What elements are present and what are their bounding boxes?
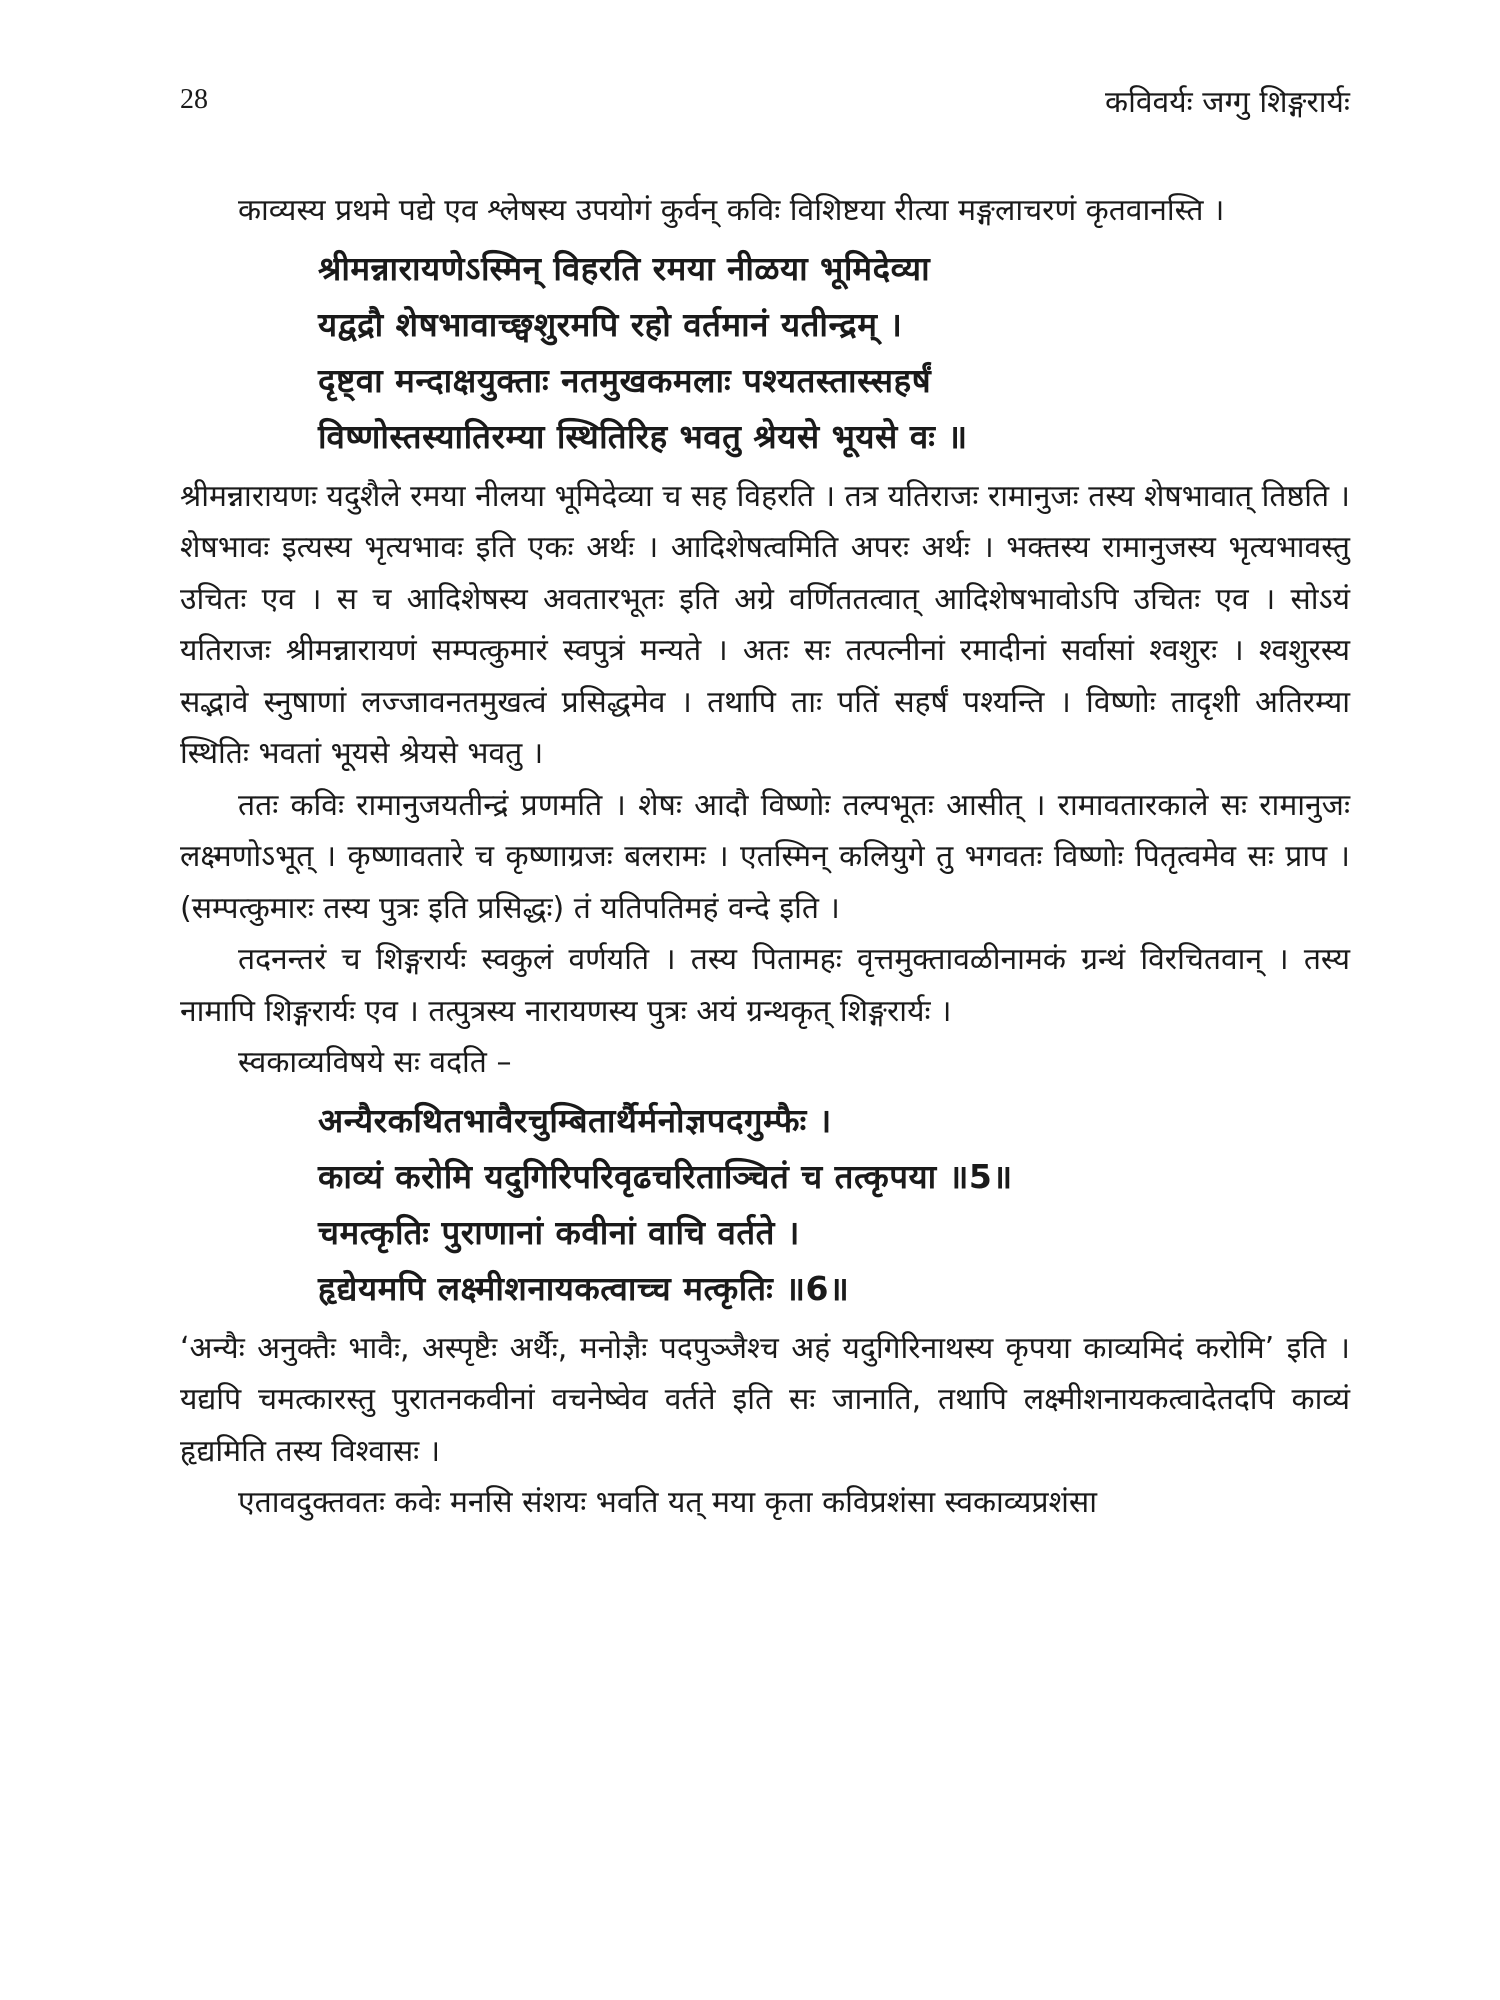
paragraph-commentary-5: एतावदुक्तवतः कवेः मनसि संशयः भवति यत् मया कृता कविप्रशंसा स्वकाव्यप्रशंसा: [238, 1485, 1097, 1520]
verse-line: काव्यं करोमि यदुगिरिपरिवृढचरिताञ्चितं च तत्कृपया ॥5॥: [318, 1156, 1013, 1196]
verse-line: दृष्ट्वा मन्दाक्षयुक्ताः नतमुखकमलाः पश्यतस्तास्सहर्षं: [318, 360, 932, 400]
verse-line: यद्वद्रौ शेषभावाच्छ्वशुरमपि रहो वर्तमानं यतीन्द्रम् ।: [318, 304, 903, 344]
verse-line: हृद्येयमपि लक्ष्मीशनायकत्वाच्च मत्कृतिः ॥6॥: [318, 1268, 850, 1308]
verse-block-1: [318, 241, 1350, 465]
running-head: कविवर्यः जग्गु शिङ्गरार्यः: [1105, 85, 1350, 120]
page-body: [180, 185, 1350, 1529]
verse-line: श्रीमन्नारायणेऽस्मिन् विहरति रमया नीळया भूमिदेव्या: [318, 248, 931, 288]
verse-line: अन्यैरकथितभावैरचुम्बितार्थैर्मनोज्ञपदगुम्फैः ।: [318, 1100, 832, 1140]
paragraph-commentary-4: ‘अन्यैः अनुक्तैः भावैः, अस्पृष्टैः अर्थैः, मनोज्ञैः पदपुञ्जैश्च अहं यदुगिरिनाथस्य कृपया काव्यमिदं करोमि’ इति । यद्यपि चमत्कारस्तु पुरातनकवीनां वचनेष्वेव वर्तते इति सः जानाति, तथापि लक्ष्मीशनायकत्वादेतदपि काव्यं हृद्यमिति तस्य विश्वासः ।: [180, 1330, 1350, 1469]
verse-line: विष्णोस्तस्यातिरम्या स्थितिरिह भवतु श्रेयसे भूयसे वः ॥: [318, 416, 968, 456]
page-header: [180, 80, 1350, 130]
paragraph-intro: काव्यस्य प्रथमे पद्ये एव श्लेषस्य उपयोगं कुर्वन् कविः विशिष्टया रीत्या मङ्गलाचरणं कृतवानस्ति ।: [238, 193, 1225, 228]
page-number: 28: [180, 84, 208, 115]
paragraph-lead-in: स्वकाव्यविषये सः वदति –: [238, 1045, 512, 1080]
paragraph-commentary-2: ततः कविः रामानुजयतीन्द्रं प्रणमति । शेषः आदौ विष्णोः तल्पभूतः आसीत् । रामावतारकाले सः रामानुजः लक्ष्मणोऽभूत् । कृष्णावतारे च कृष्णाग्रजः बलरामः । एतस्मिन् कलियुगे तु भगवतः विष्णोः पितृत्वमेव सः प्राप । (सम्पत्कुमारः तस्य पुत्रः इति प्रसिद्धः) तं यतिपतिमहं वन्दे इति ।: [180, 787, 1350, 926]
paragraph-commentary-1: श्रीमन्नारायणः यदुशैले रमया नीलया भूमिदेव्या च सह विहरति । तत्र यतिराजः रामानुजः तस्य शेषभावात् तिष्ठति । शेषभावः इत्यस्य भृत्यभावः इति एकः अर्थः । आदिशेषत्वमिति अपरः अर्थः । भक्तस्य रामानुजस्य भृत्यभावस्तु उचितः एव । स च आदिशेषस्य अवतारभूतः इति अग्रे वर्णिततत्वात् आदिशेषभावोऽपि उचितः एव । सोऽयं यतिराजः श्रीमन्नारायणं सम्पत्कुमारं स्वपुत्रं मन्यते । अतः सः तत्पत्नीनां रमादीनां सर्वासां श्वशुरः । श्वशुरस्य सद्भावे स्नुषाणां लज्जावनतमुखत्वं प्रसिद्धमेव । तथापि ताः पतिं सहर्षं पश्यन्ति । विष्णोः तादृशी अतिरम्या स्थितिः भवतां भूयसे श्रेयसे भवतु ।: [180, 478, 1350, 771]
verse-line: चमत्कृतिः पुराणानां कवीनां वाचि वर्तते ।: [318, 1212, 800, 1252]
paragraph-commentary-3: तदनन्तरं च शिङ्गरार्यः स्वकुलं वर्णयति । तस्य पितामहः वृत्तमुक्तावळीनामकं ग्रन्थं विरचितवान् । तस्य नामापि शिङ्गरार्यः एव । तत्पुत्रस्य नारायणस्य पुत्रः अयं ग्रन्थकृत् शिङ्गरार्यः ।: [180, 942, 1350, 1029]
verse-block-2: [318, 1093, 1350, 1317]
